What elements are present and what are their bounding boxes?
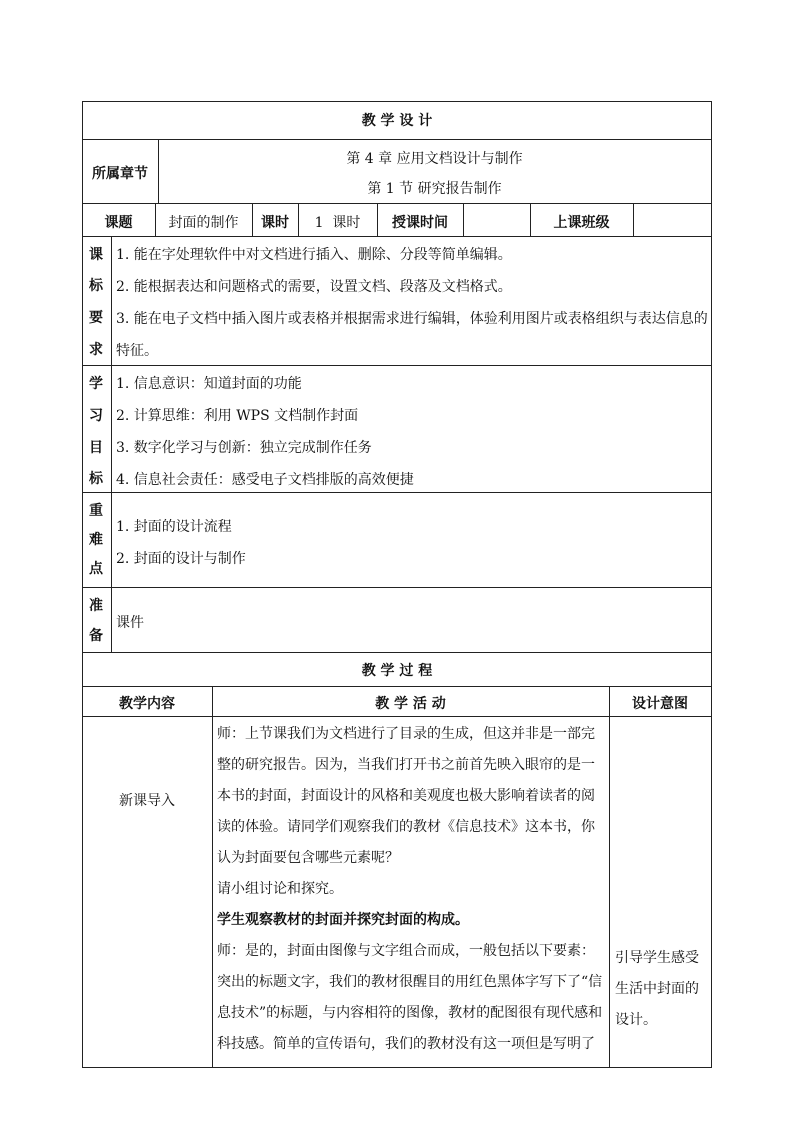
page-title: 教 学 设 计 <box>361 113 433 129</box>
objective-item: 3. 数字化学习与创新：独立完成制作任务 <box>116 440 372 456</box>
activity-line: 师：上节课我们为文档进行了目录的生成，但这并非是一部完 <box>217 726 595 742</box>
hline <box>82 652 712 653</box>
hline <box>82 686 712 687</box>
topic-label: 课题 <box>104 215 133 231</box>
key-point-item: 2. 封面的设计与制作 <box>116 551 246 567</box>
hline <box>82 203 712 204</box>
chapter-line-2: 第 1 节 研究报告制作 <box>367 181 502 197</box>
activity-text <box>217 719 607 1060</box>
activity-line: 突出的标题文字，我们的教材很醒目的用红色黑体字写下了“信 <box>217 974 603 990</box>
preparation-label: 准 备 <box>89 598 103 644</box>
vline <box>111 236 112 652</box>
key-points-label: 重 难 点 <box>89 503 103 577</box>
vline <box>633 203 634 236</box>
activity-line-bold: 学生观察教材的封面并探究封面的构成。 <box>217 912 469 928</box>
hline <box>82 716 712 717</box>
hline <box>82 101 712 102</box>
vline <box>212 686 213 1067</box>
curriculum-item: 2. 能根据表达和问题格式的需要，设置文档、段落及文档格式。 <box>116 279 512 295</box>
key-point-item: 1. 封面的设计流程 <box>116 519 232 535</box>
table-border-right <box>711 101 712 1068</box>
activity-line: 认为封面要包含哪些元素呢？ <box>217 850 399 866</box>
curriculum-label: 课 标 要 求 <box>89 247 103 358</box>
vline <box>609 686 610 1067</box>
objective-item: 4. 信息社会责任：感受电子文档排版的高效便捷 <box>116 472 414 488</box>
activity-line: 请小组讨论和探究。 <box>217 881 343 897</box>
activity-line: 整的研究报告。因为，当我们打开书之前首先映入眼帘的是一 <box>217 757 595 773</box>
intent-text: 引导学生感受 生活中封面的 设计。 <box>615 950 699 1028</box>
chapter-label: 所属章节 <box>92 166 148 182</box>
hline <box>82 139 712 140</box>
chapter-line-1: 第 4 章 应用文档设计与制作 <box>346 151 523 167</box>
curriculum-item: 3. 能在电子文档中插入图片或表格并根据需求进行编辑，体验利用图片或表格组织与表达信息的 <box>116 311 708 327</box>
hours-label: 课时 <box>261 215 289 231</box>
activity-line: 本书的封面，封面设计的风格和美观度也极大影响着读者的阅 <box>217 788 595 804</box>
topic-value: 封面的制作 <box>168 215 239 231</box>
activity-line: 息技术”的标题，与内容相符的图像，教材的配图很有现代感和 <box>217 1005 603 1021</box>
activity-line: 读的体验。请同学们观察我们的教材《信息技术》这本书，你 <box>217 819 595 835</box>
hline <box>82 236 712 237</box>
activity-line: 科技感。简单的宣传语句，我们的教材没有这一项但是写明了 <box>217 1036 595 1052</box>
col-content-header: 教学内容 <box>119 696 175 712</box>
class-label: 上课班级 <box>553 215 610 231</box>
objective-item: 2. 计算思维：利用 WPS 文档制作封面 <box>116 408 359 424</box>
process-title: 教 学 过 程 <box>361 663 433 679</box>
activity-line: 师：是的，封面由图像与文字组合而成，一般包括以下要素： <box>217 943 595 959</box>
curriculum-item: 1. 能在字处理软件中对文档进行插入、删除、分段等简单编辑。 <box>116 247 512 263</box>
hline <box>82 587 712 588</box>
curriculum-item: 特征。 <box>116 343 158 359</box>
hline <box>82 365 712 366</box>
preparation-value: 课件 <box>116 615 144 631</box>
hours-value: 1 课时 <box>314 215 361 231</box>
col-activity-header: 教 学 活 动 <box>375 696 446 712</box>
hline <box>82 1067 712 1068</box>
vline <box>463 203 464 236</box>
hline <box>82 492 712 493</box>
objective-item: 1. 信息意识：知道封面的功能 <box>116 376 302 392</box>
stage-label: 新课导入 <box>119 793 175 809</box>
time-label: 授课时间 <box>392 215 448 231</box>
objectives-label: 学 习 目 标 <box>89 376 103 487</box>
col-intent-header: 设计意图 <box>632 696 688 712</box>
